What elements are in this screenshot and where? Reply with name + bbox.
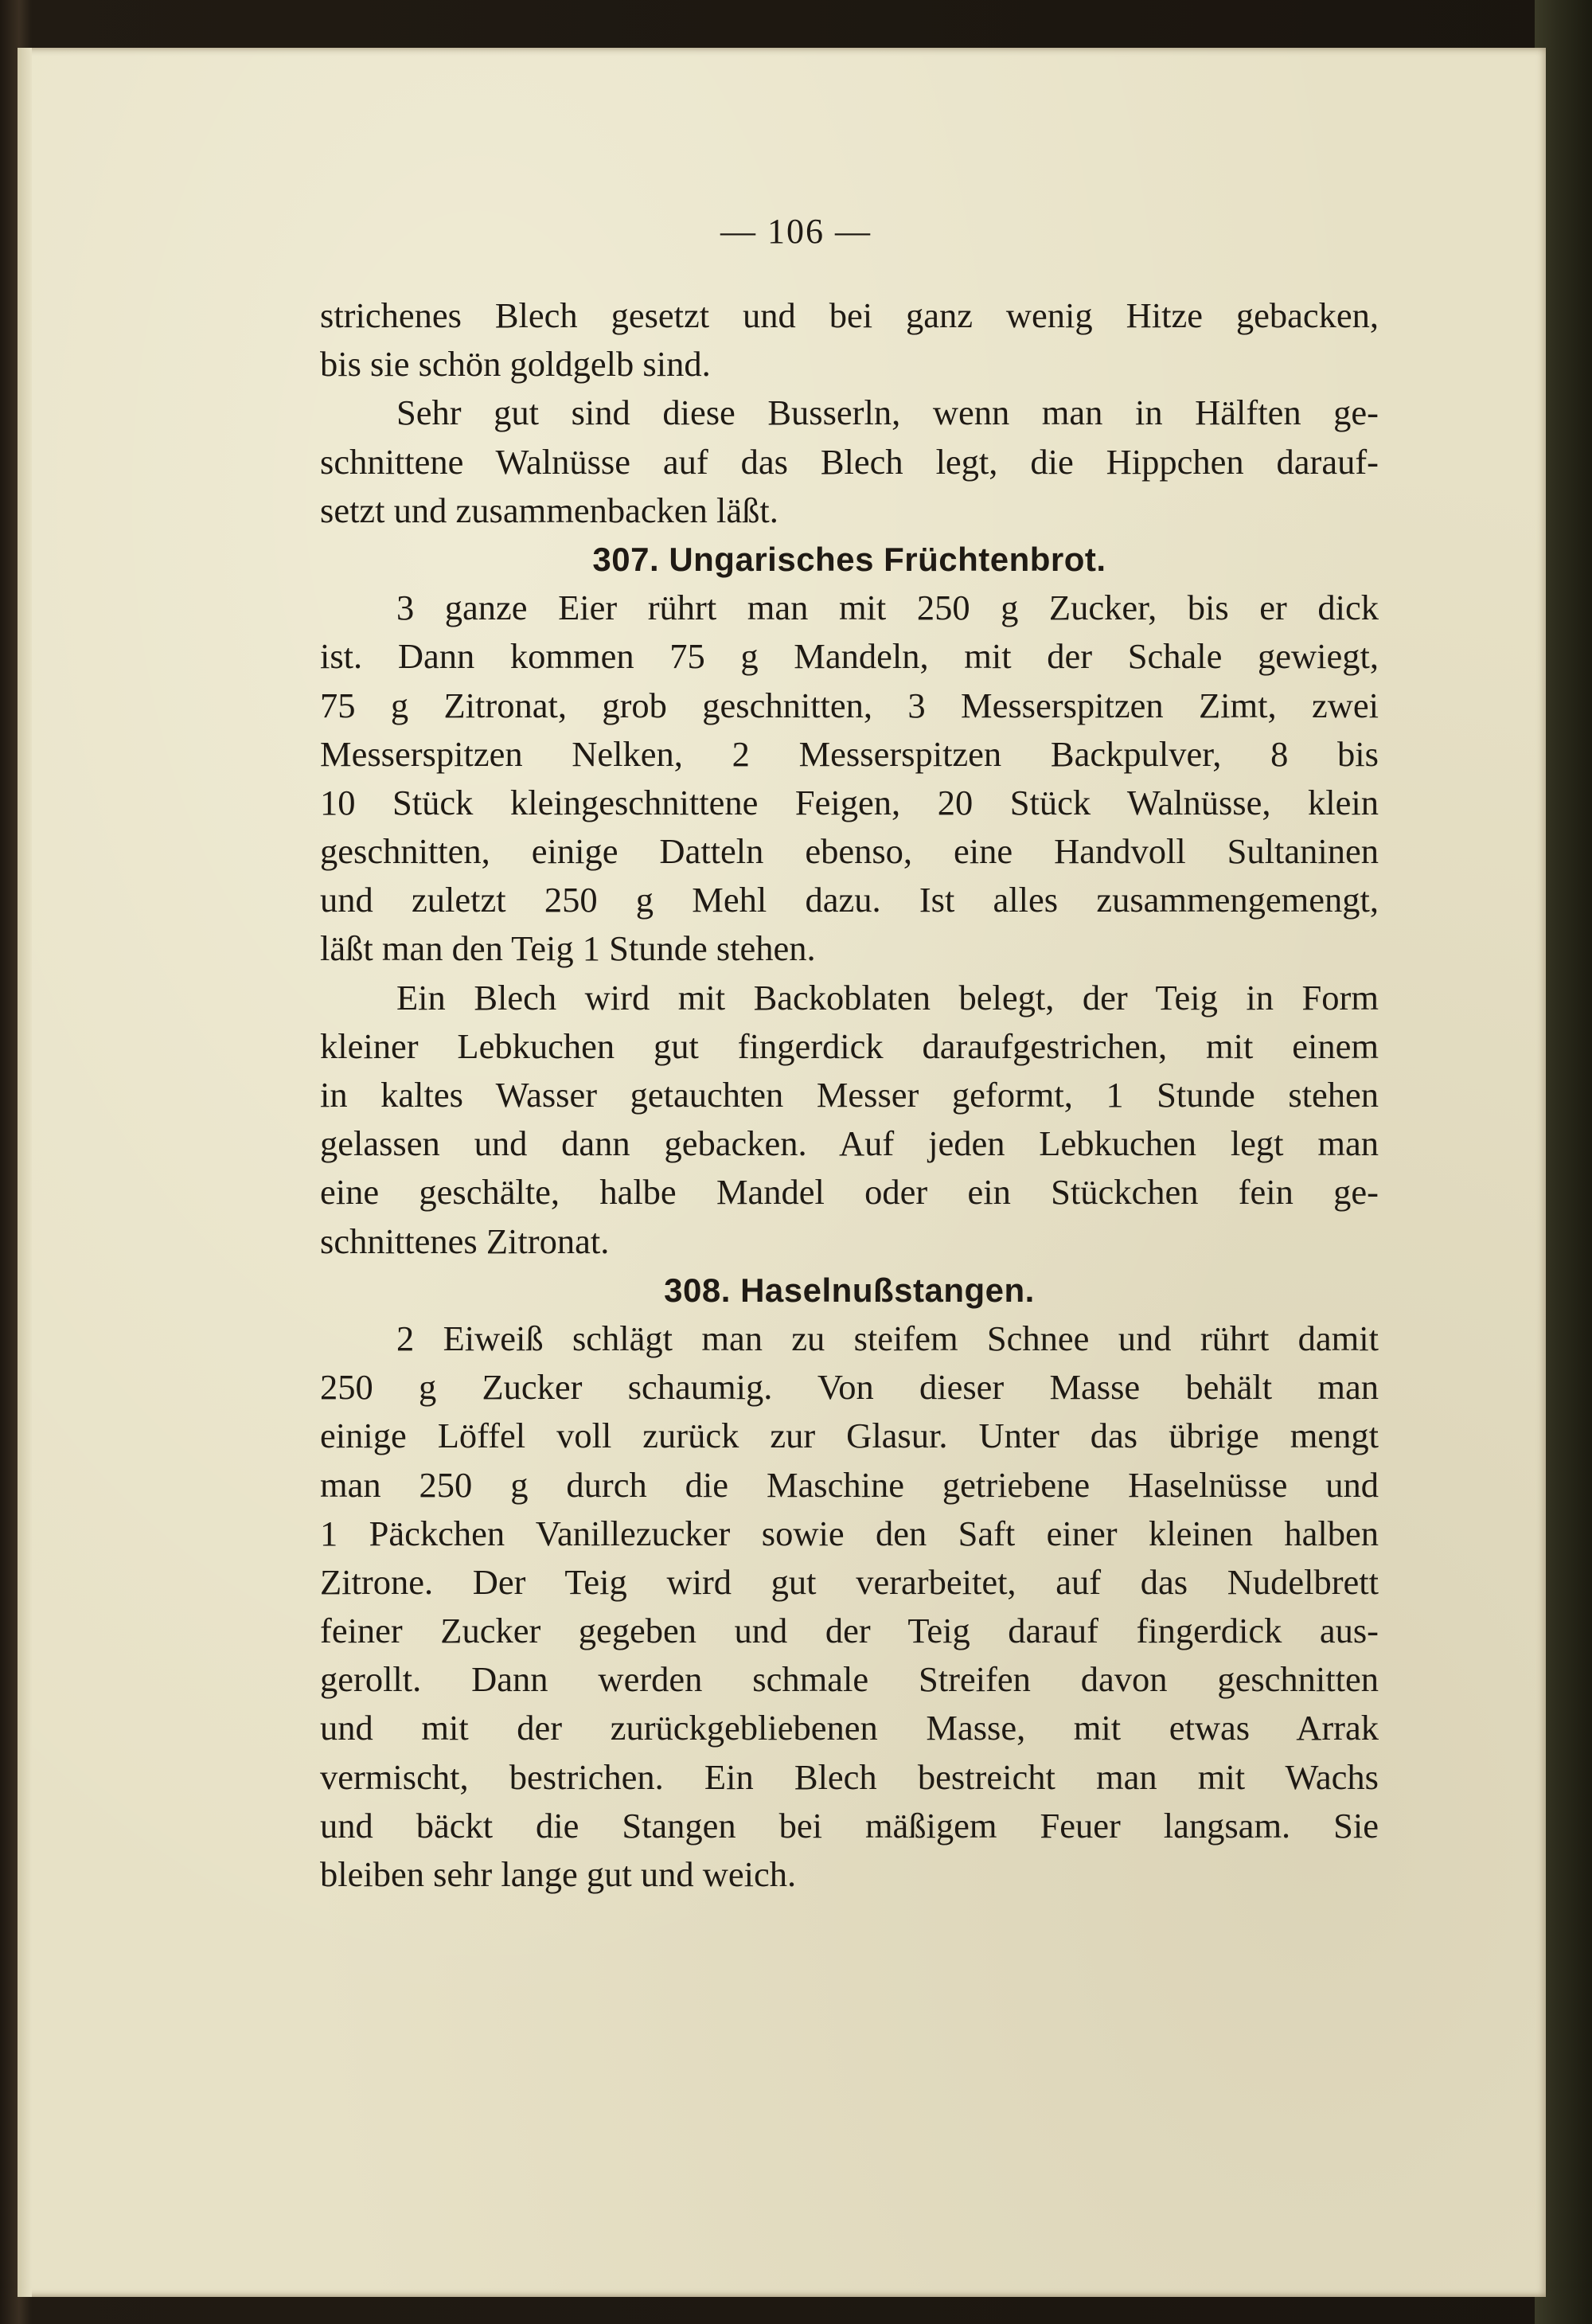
text-line: schnittene Walnüsse auf das Blech legt, die Hippchen darauf- [320, 441, 1379, 482]
text-line: strichenes Blech gesetzt und bei ganz wenig Hitze gebacken, [320, 295, 1379, 335]
text-line: eine geschälte, halbe Mandel oder ein Stückchen fein ge- [320, 1172, 1379, 1213]
text-line: 10 Stück kleingeschnittene Feigen, 20 Stück Walnüsse, klein [320, 782, 1379, 822]
text-line: 3 ganze Eier rührt man mit 250 g Zucker, bis er dick [396, 588, 1379, 628]
text-line: läßt man den Teig 1 Stunde stehen. [320, 928, 816, 969]
text-line: Sehr gut sind diese Busserln, wenn man in Hälften ge- [396, 393, 1379, 433]
text-line: geschnitten, einige Datteln ebenso, eine Handvoll Sultaninen [320, 831, 1379, 872]
text-line: 250 g Zucker schaumig. Von dieser Masse behält man [320, 1367, 1379, 1408]
text-line: 1 Päckchen Vanillezucker sowie den Saft einer kleinen halben [320, 1513, 1379, 1553]
text-line: setzt und zusammenbacken läßt. [320, 490, 778, 530]
text-line: in kaltes Wasser getauchten Messer geformt, 1 Stunde stehen [320, 1075, 1379, 1115]
text-line: man 250 g durch die Maschine getriebene Haselnüsse und [320, 1464, 1379, 1505]
text-line: schnittenes Zitronat. [320, 1221, 610, 1261]
text-line: kleiner Lebkuchen gut fingerdick daraufgestrichen, mit einem [320, 1025, 1379, 1066]
text-line: bleiben sehr lange gut und weich. [320, 1854, 797, 1894]
text-line: ist. Dann kommen 75 g Mandeln, mit der Schale gewiegt, [320, 636, 1379, 677]
text-line: Messerspitzen Nelken, 2 Messerspitzen Backpulver, 8 bis [320, 733, 1379, 774]
text-line: einige Löffel voll zurück zur Glasur. Unter das übrige mengt [320, 1416, 1379, 1456]
text-line: 75 g Zitronat, grob geschnitten, 3 Messerspitzen Zimt, zwei [320, 685, 1379, 725]
text-line: gelassen und dann gebacken. Auf jeden Lebkuchen legt man [320, 1123, 1379, 1164]
text-line: Ein Blech wird mit Backoblaten belegt, der Teig in Form [396, 977, 1379, 1017]
page-gutter-shadow [18, 48, 32, 2297]
page-body [320, 291, 1379, 1899]
page-number: — 106 — [720, 212, 872, 251]
recipe-heading-308: 308. Haselnußstangen. [664, 1271, 1035, 1309]
recipe-heading-307: 307. Ungarisches Früchtenbrot. [592, 540, 1106, 578]
text-line: 2 Eiweiß schlägt man zu steifem Schnee und rührt damit [396, 1318, 1379, 1358]
text-line: und bäckt die Stangen bei mäßigem Feuer langsam. Sie [320, 1805, 1379, 1846]
text-line: und mit der zurückgebliebenen Masse, mit etwas Arrak [320, 1708, 1379, 1748]
text-line: bis sie schön goldgelb sind. [320, 344, 711, 385]
text-line: Zitrone. Der Teig wird gut verarbeitet, auf das Nudelbrett [320, 1561, 1379, 1602]
text-line: und zuletzt 250 g Mehl dazu. Ist alles zusammengemengt, [320, 880, 1379, 920]
text-line: gerollt. Dann werden schmale Streifen davon geschnitten [320, 1659, 1379, 1700]
text-line: vermischt, bestrichen. Ein Blech bestreicht man mit Wachs [320, 1756, 1379, 1797]
text-line: feiner Zucker gegeben und der Teig darauf fingerdick aus- [320, 1611, 1379, 1651]
